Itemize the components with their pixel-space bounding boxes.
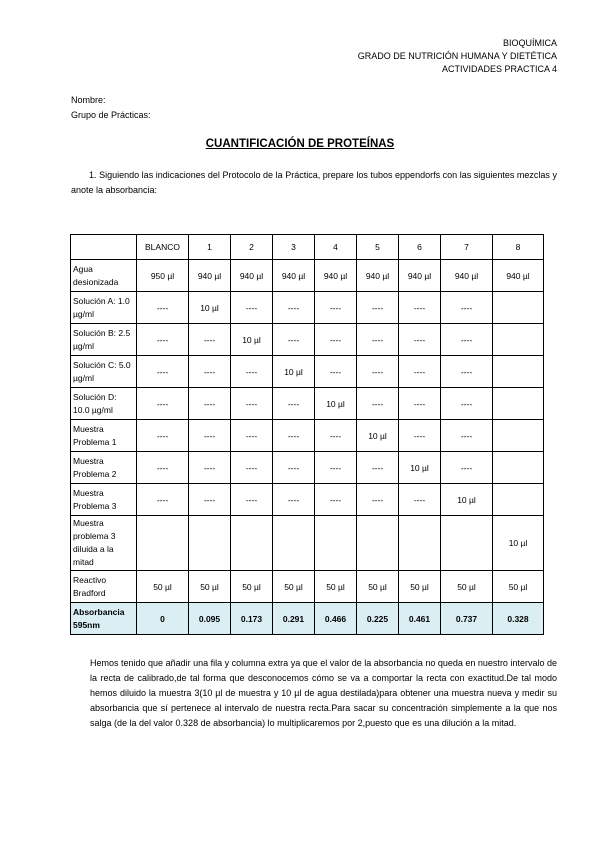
table-cell: ----	[189, 324, 231, 356]
table-cell: ----	[315, 420, 357, 452]
document-header	[358, 37, 557, 76]
table-cell: 50 µl	[273, 571, 315, 603]
table-header-cell: 4	[315, 235, 357, 260]
row-label: Solución B: 2.5 µg/ml	[71, 324, 137, 356]
table-cell: 0.095	[189, 603, 231, 635]
row-label: Muestra Problema 2	[71, 452, 137, 484]
table-cell	[493, 324, 544, 356]
table-cell: ----	[357, 484, 399, 516]
table-row	[71, 484, 544, 516]
table-cell: ----	[137, 388, 189, 420]
activity-label: ACTIVIDADES PRACTICA 4	[441, 64, 557, 74]
table-cell: 0.466	[315, 603, 357, 635]
table-cell: 0.328	[493, 603, 544, 635]
table-cell: ----	[399, 356, 441, 388]
table-cell: 10 µl	[273, 356, 315, 388]
table-cell: ----	[315, 292, 357, 324]
table-cell: ----	[399, 420, 441, 452]
table-header-cell: 8	[493, 235, 544, 260]
table-cell: 50 µl	[315, 571, 357, 603]
table-row	[71, 356, 544, 388]
table-cell: ----	[137, 484, 189, 516]
table-cell: 50 µl	[231, 571, 273, 603]
page-title: CUANTIFICACIÓN DE PROTEÍNAS	[205, 138, 395, 150]
table-cell: ----	[441, 388, 493, 420]
table-cell	[273, 516, 315, 571]
table-cell: 10 µl	[441, 484, 493, 516]
subject-label: BIOQUÍMICA	[502, 38, 557, 48]
table-cell: 0.225	[357, 603, 399, 635]
table-cell: ----	[441, 356, 493, 388]
row-label: Agua desionizada	[71, 260, 137, 292]
table-header-cell	[71, 235, 137, 260]
table-cell: ----	[399, 324, 441, 356]
table-cell: 940 µl	[357, 260, 399, 292]
table-cell: ----	[137, 452, 189, 484]
table-cell: ----	[189, 356, 231, 388]
row-label: Muestra problema 3 diluida a la mitad	[71, 516, 137, 571]
table-cell: ----	[231, 356, 273, 388]
table-cell: ----	[399, 292, 441, 324]
table-cell	[493, 292, 544, 324]
table-row	[71, 571, 544, 603]
table-cell: ----	[357, 356, 399, 388]
table-cell: 940 µl	[231, 260, 273, 292]
table-cell: ----	[137, 356, 189, 388]
table-cell: 940 µl	[493, 260, 544, 292]
table-cell: ----	[231, 420, 273, 452]
table-cell: ----	[137, 324, 189, 356]
table-row	[71, 292, 544, 324]
table-cell: 0.461	[399, 603, 441, 635]
row-label: Reactivo Bradford	[71, 571, 137, 603]
table-cell: ----	[137, 420, 189, 452]
table-cell: 0	[137, 603, 189, 635]
table-cell: ----	[315, 484, 357, 516]
table-cell: ----	[315, 324, 357, 356]
row-label: Solución A: 1.0 µg/ml	[71, 292, 137, 324]
table-cell: ----	[137, 292, 189, 324]
group-label: Grupo de Prácticas:	[71, 110, 151, 120]
table-cell: 0.291	[273, 603, 315, 635]
table-cell: ----	[357, 388, 399, 420]
table-cell: 50 µl	[493, 571, 544, 603]
table-header-cell: 6	[399, 235, 441, 260]
table-row	[71, 388, 544, 420]
table-cell: ----	[273, 324, 315, 356]
table-cell: ----	[189, 420, 231, 452]
table-cell: ----	[315, 452, 357, 484]
table-cell: ----	[273, 292, 315, 324]
table-cell: 10 µl	[357, 420, 399, 452]
table-cell: 940 µl	[441, 260, 493, 292]
row-label: Absorbancia 595nm	[71, 603, 137, 635]
table-cell: ----	[273, 484, 315, 516]
table-cell: 0.173	[231, 603, 273, 635]
table-cell: 10 µl	[189, 292, 231, 324]
row-label: Solución C: 5.0 µg/ml	[71, 356, 137, 388]
table-header-cell: 3	[273, 235, 315, 260]
row-label: Muestra Problema 3	[71, 484, 137, 516]
table-cell: ----	[399, 388, 441, 420]
table-cell: 10 µl	[231, 324, 273, 356]
table-cell	[399, 516, 441, 571]
table-cell: ----	[189, 484, 231, 516]
protein-table	[70, 234, 544, 635]
table-cell: ----	[231, 484, 273, 516]
table-cell	[493, 356, 544, 388]
table-cell: 50 µl	[137, 571, 189, 603]
table-row	[71, 603, 544, 635]
table-cell: ----	[357, 324, 399, 356]
table-header-cell: 5	[357, 235, 399, 260]
table-cell: 940 µl	[315, 260, 357, 292]
table-cell: 10 µl	[493, 516, 544, 571]
table-cell: 50 µl	[357, 571, 399, 603]
table-cell: 0.737	[441, 603, 493, 635]
table-cell: ----	[441, 452, 493, 484]
table-cell	[493, 388, 544, 420]
table-cell	[137, 516, 189, 571]
table-cell: ----	[273, 452, 315, 484]
table-cell	[493, 420, 544, 452]
table-cell	[493, 484, 544, 516]
table-cell: ----	[357, 452, 399, 484]
table-cell: ----	[399, 484, 441, 516]
table-cell: 50 µl	[399, 571, 441, 603]
table-row	[71, 420, 544, 452]
row-label: Muestra Problema 1	[71, 420, 137, 452]
degree-label: GRADO DE NUTRICIÓN HUMANA Y DIETÉTICA	[357, 51, 557, 61]
student-meta	[71, 93, 151, 123]
table-cell: 940 µl	[189, 260, 231, 292]
table-cell: 940 µl	[399, 260, 441, 292]
table-cell	[231, 516, 273, 571]
table-cell	[189, 516, 231, 571]
table-cell	[441, 516, 493, 571]
name-label: Nombre:	[71, 95, 106, 105]
table-header-row	[71, 235, 544, 260]
table-cell: ----	[441, 420, 493, 452]
table-cell	[493, 452, 544, 484]
table-cell: 950 µl	[137, 260, 189, 292]
table-row	[71, 516, 544, 571]
row-label: Solución D: 10.0 µg/ml	[71, 388, 137, 420]
intro-paragraph: 1. Siguiendo las indicaciones del Protocolo de la Práctica, prepare los tubos eppendorfs con las siguientes mezclas y anote la absorbancia:	[71, 170, 557, 195]
conclusion-paragraph: Hemos tenido que añadir una fila y columna extra ya que el valor de la absorbancia no queda en nuestro intervalo de la recta de calibrado,de tal forma que desconocemos cómo se va a comportar la recta con exactitud.De tal modo hemos diluido la muestra 3(10 µl de muestra y 10 µl de agua destilada)para obtener una muestra nueva y medir su absorbancia que sí pertenece al intervalo de nuestra recta.Para sacar su concentración simplemente a la que nos salga (de la del valor 0.328 de absorbancia) lo multiplicaremos por 2,puesto que es una dilución a la mitad.	[90, 658, 557, 728]
table-cell: 50 µl	[189, 571, 231, 603]
table-cell: ----	[441, 324, 493, 356]
table-cell: ----	[441, 292, 493, 324]
table-cell: 50 µl	[441, 571, 493, 603]
table-cell: ----	[231, 292, 273, 324]
table-cell: 940 µl	[273, 260, 315, 292]
table-cell: ----	[231, 452, 273, 484]
table-cell	[315, 516, 357, 571]
table-cell: 10 µl	[399, 452, 441, 484]
table-header-cell: BLANCO	[137, 235, 189, 260]
table-row	[71, 452, 544, 484]
table-header-cell: 7	[441, 235, 493, 260]
table-cell	[357, 516, 399, 571]
table-header-cell: 2	[231, 235, 273, 260]
table-cell: ----	[189, 388, 231, 420]
table-cell: ----	[315, 356, 357, 388]
table-cell: 10 µl	[315, 388, 357, 420]
table-row	[71, 260, 544, 292]
table-cell: ----	[357, 292, 399, 324]
table-cell: ----	[273, 420, 315, 452]
table-header-cell: 1	[189, 235, 231, 260]
table-cell: ----	[231, 388, 273, 420]
table-cell: ----	[273, 388, 315, 420]
table-cell: ----	[189, 452, 231, 484]
table-row	[71, 324, 544, 356]
